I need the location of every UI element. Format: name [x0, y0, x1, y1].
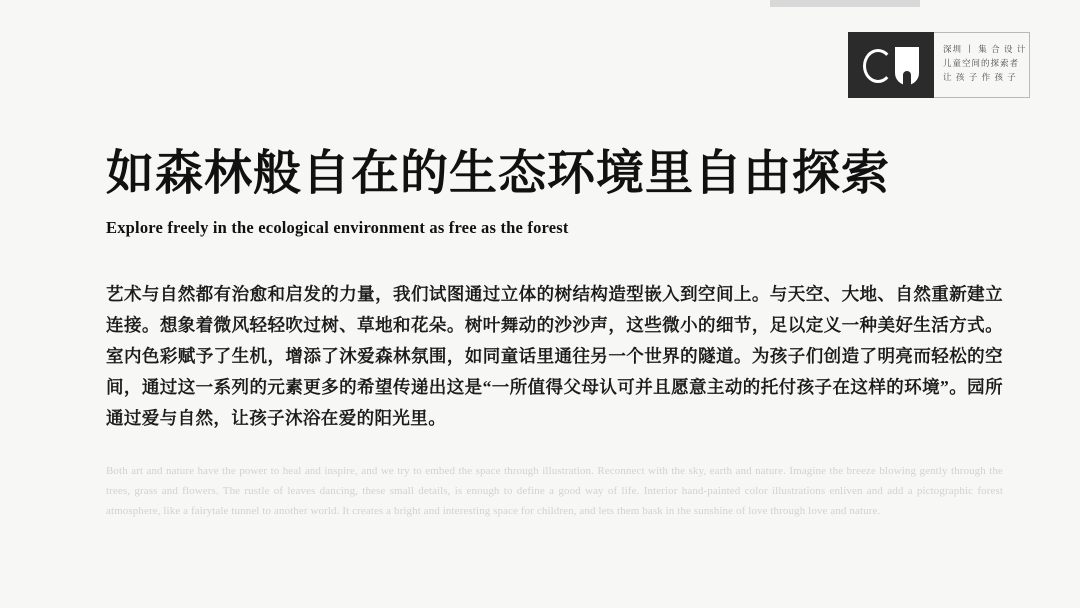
body-paragraph-cn: 艺术与自然都有治愈和启发的力量，我们试图通过立体的树结构造型嵌入到空间上。与天空、大地、自然重新建立连接。想象着微风轻轻吹过树、草地和花朵。树叶舞动的沙沙声，这些微小的细节，足以定义一种美好生活方式。室内色彩赋予了生机，增添了沐爱森林氛围，如同童话里通往另一个世界的隧道。为孩子们创造了明亮而轻松的空间，通过这一系列的元素更多的希望传递出这是“一所值得父母认可并且愿意主动的托付孩子在这样的环境”。园所通过爱与自然，让孩子沐浴在爱的阳光里。 [106, 284, 1003, 428]
headline-block [106, 146, 1006, 240]
body-paragraph-en: Both art and nature have the power to heal and inspire, and we try to embed the space through illustration. Reconnect with the sky, earth and nature. Imagine the breeze blowing gently through the trees, grass and flowers. The rustle of leaves dancing, these small details, is enough to define a good way of life. Interior hand-painted color illustrations enliven and add a pictographic forest atmosphere, like a fairytale tunnel to another world. It creates a bright and interesting space for children, and lets them bask in the sunshine of love through love and nature. [106, 465, 1003, 517]
page-title: 如森林般自在的生态环境里自由探索 [106, 147, 891, 200]
logo-tagline-line-1: 深圳 丨 集 合 设 计 [943, 44, 1027, 54]
logo-tagline-block [934, 32, 1030, 98]
page-subtitle: Explore freely in the ecological environment as free as the forest [106, 218, 569, 237]
top-edge-strip [770, 0, 920, 7]
logo-glyph-c-icon [863, 49, 893, 83]
logo-glyph-b-icon [895, 47, 919, 85]
logo-tagline-line-3: 让 孩 子 作 孩 子 [943, 72, 1017, 82]
brand-monogram-icon [848, 32, 934, 98]
logo-lockup [848, 32, 1030, 98]
logo-tagline-line-2: 儿童空间的探索者 [943, 58, 1020, 68]
